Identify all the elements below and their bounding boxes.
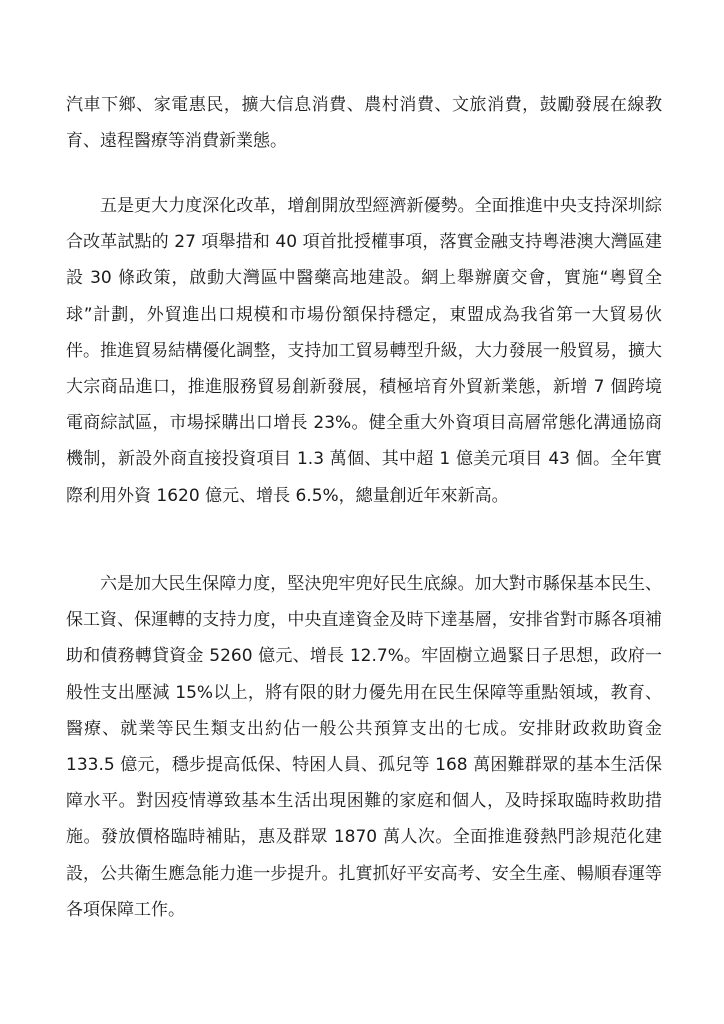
paragraph-consumption: 汽車下鄉、家電惠民，擴大信息消費、農村消費、文旅消費，鼓勵發展在線教育、遠程醫療等消費新業態。 — [66, 95, 662, 152]
paragraph-livelihood: 六是加大民生保障力度，堅決兜牢兜好民生底線。加大對市縣保基本民生、保工資、保運轉的支持力度，中央直達資金及時下達基層，安排省對市縣各項補助和債務轉貸資金 5260 億元、增長 12.7%。牢固樹立過緊日子思想，政府一般性支出壓減 15%以上，將有限的財力優先用在民生保障等重點領域，教育、醫療、就業等民生類支出約佔一般公共預算支出的七成。安排財政救助資金 133.5 億元，穩步提高低保、特困人員、孤兒等 168 萬困難群眾的基本生活保障水平。對因疫情導致基本生活出現困難的家庭和個人，及時採取臨時救助措施。發放價格臨時補貼，惠及群眾 1870 萬人次。全面推進發熱門診規范化建設，公共衛生應急能力進一步提升。扎實抓好平安高考、安全生產、暢順春運等各項保障工作。 — [66, 574, 662, 920]
paragraph-reform-opening: 五是更大力度深化改革，增創開放型經濟新優勢。全面推進中央支持深圳綜合改革試點的 27 項舉措和 40 項首批授權事項，落實金融支持粵港澳大灣區建設 30 條政策，啟動大灣區中醫藥高地建設。網上舉辦廣交會，實施“粵貿全球”計劃，外貿進出口規模和市場份額保持穩定，東盟成為我省第一大貿易伙伴。推進貿易結構優化調整，支持加工貿易轉型升級，大力發展一般貿易，擴大大宗商品進口，推進服務貿易創新發展，積極培育外貿新業態，新增 7 個跨境電商綜試區，市場採購出口增長 23%。健全重大外資項目高層常態化溝通協商機制，新設外商直接投資項目 1.3 萬個、其中超 1 億美元項目 43 個。全年實際利用外資 1620 億元、增長 6.5%，總量創近年來新高。 — [66, 196, 662, 506]
